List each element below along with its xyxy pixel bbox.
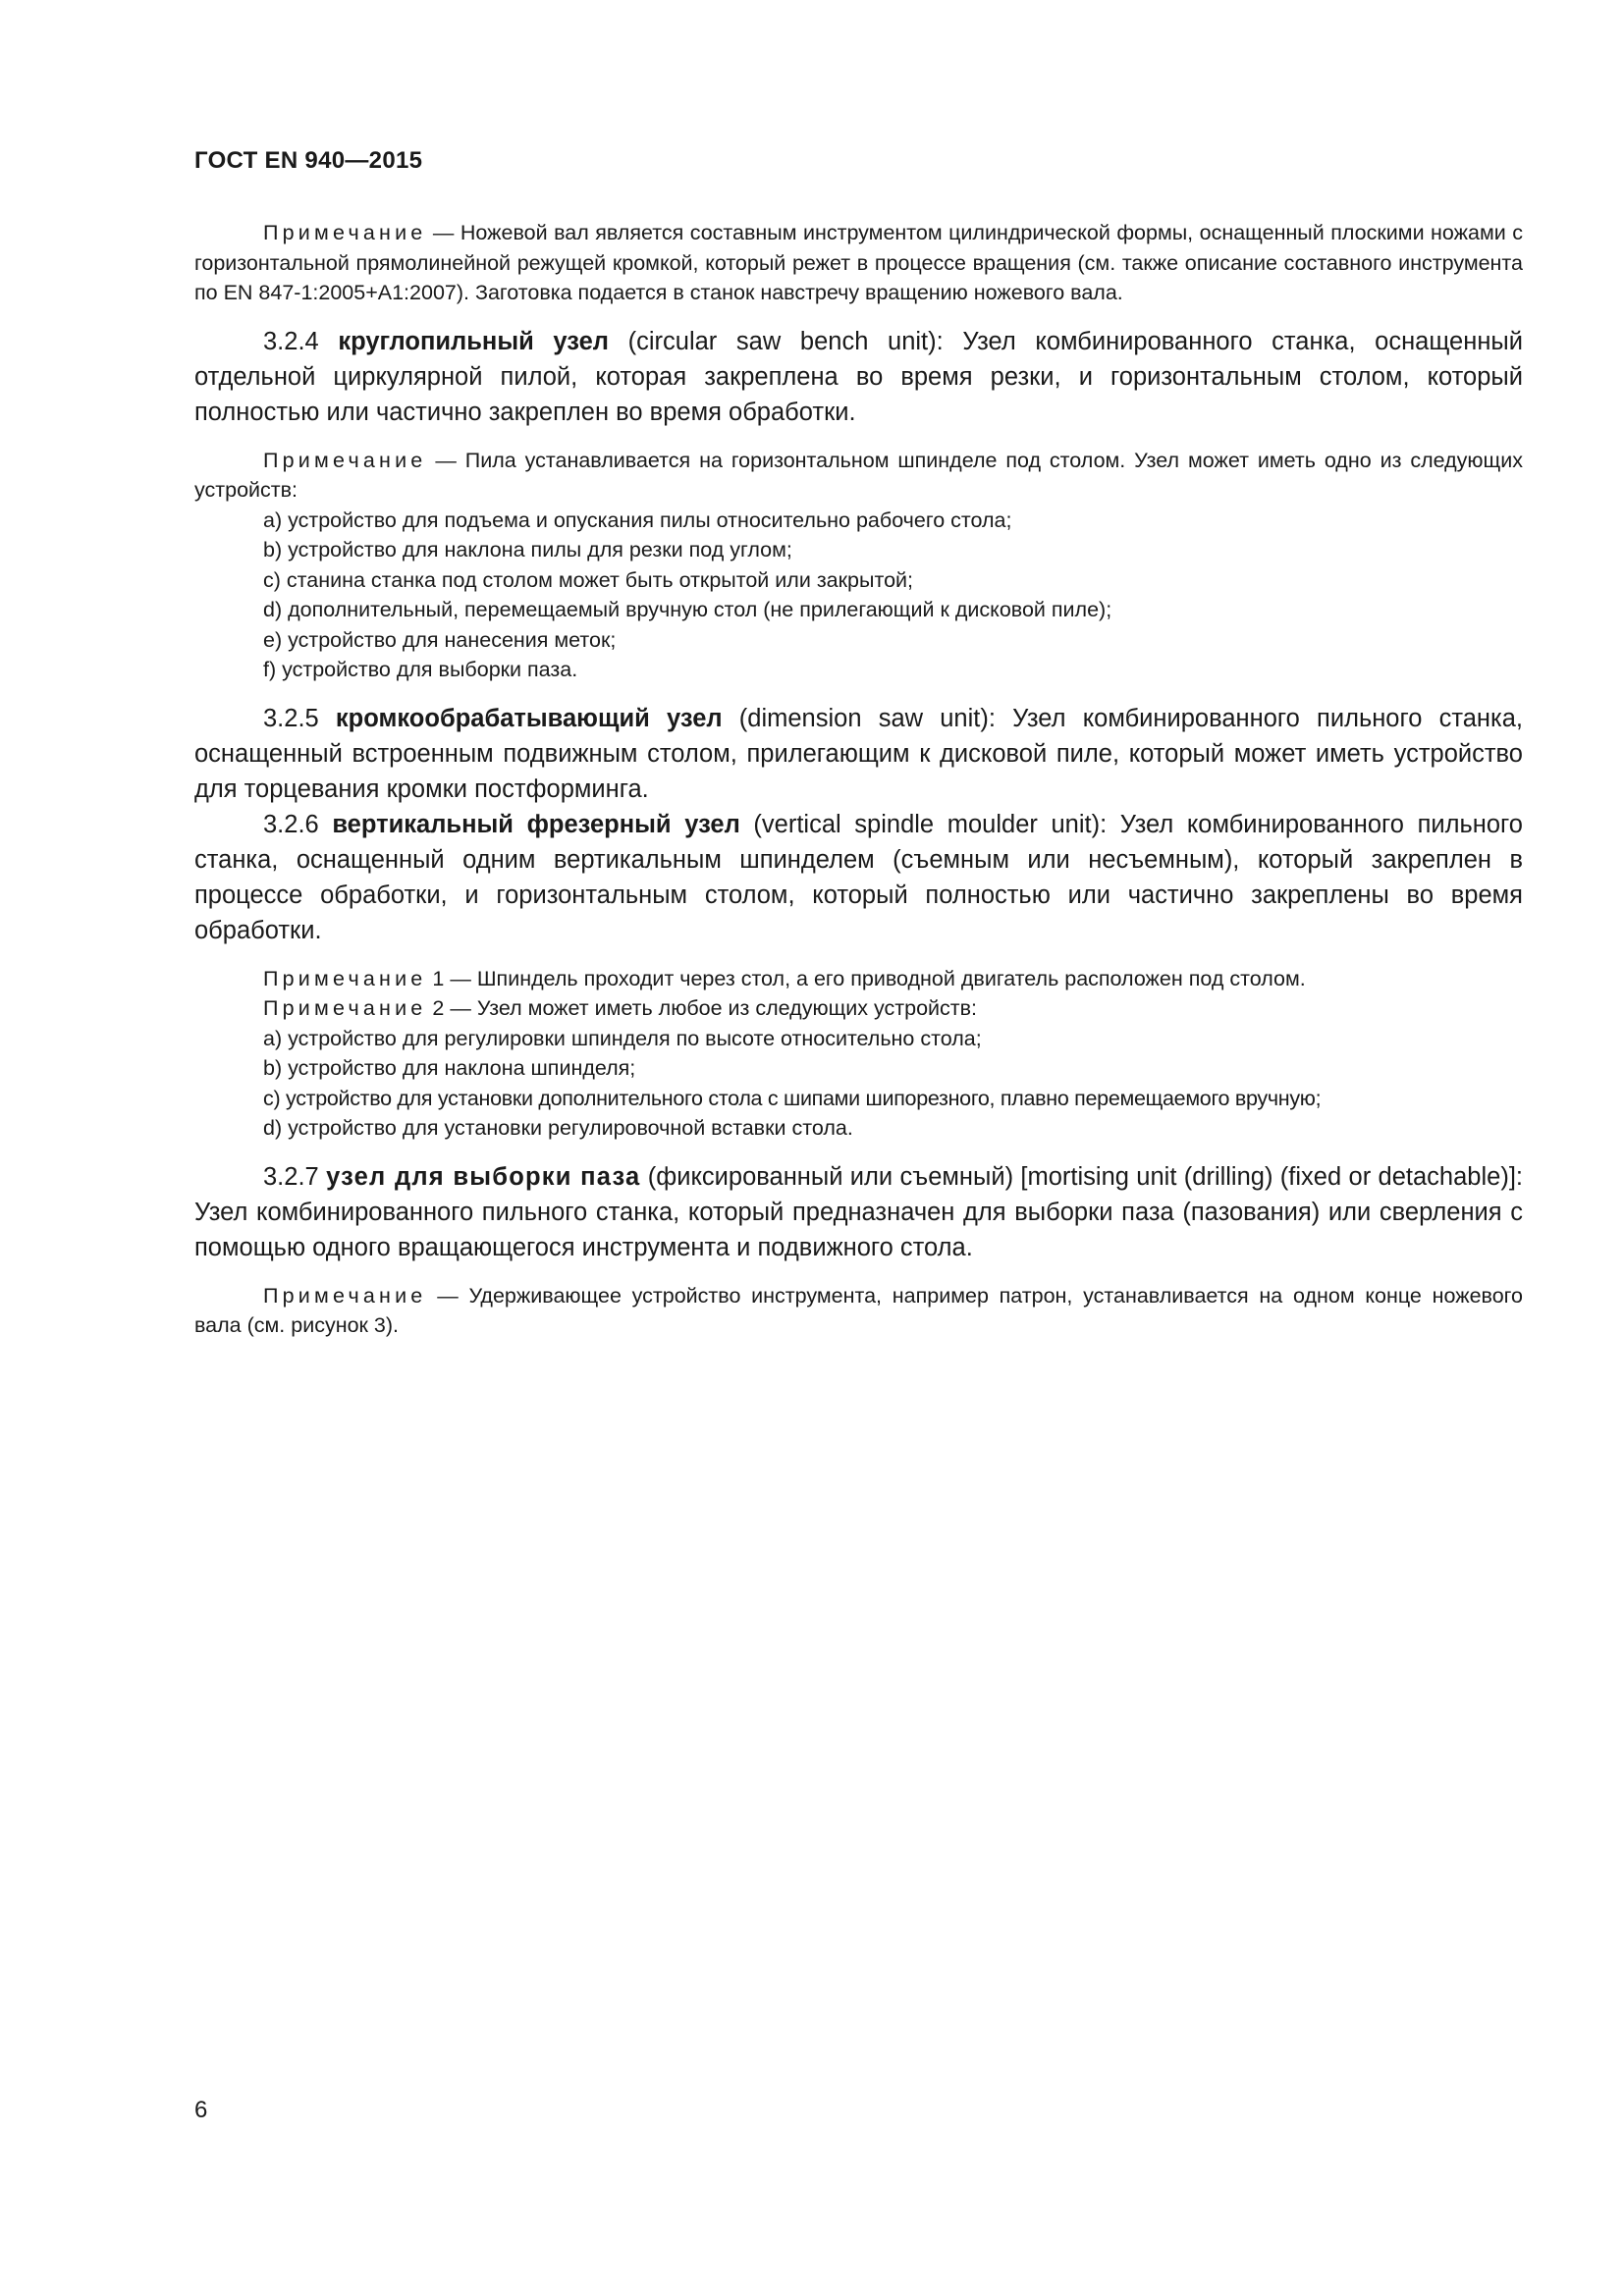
clause-term: круглопильный узел — [338, 327, 609, 355]
list-item: c) устройство для установки дополнительного стола с шипами шипорезного, плавно перемещаемого вручную; — [263, 1086, 1322, 1110]
document-header: ГОСТ EN 940—2015 — [194, 147, 423, 174]
note-saw — [194, 446, 1523, 506]
note-text: Узел может иметь любое из следующих устройств: — [476, 996, 978, 1020]
clause-text: (фиксированный или съемный) [mortising unit (drilling) (fixed or detachable)]: Узел комбинированного пильного станка, который предназначен для выборки паза (пазования) или сверления с помощью одного вращающегося инструмента и подвижного стола. — [194, 1162, 1523, 1261]
note-label: Примечание — [263, 966, 427, 990]
clause-number: 3.2.4 — [263, 327, 339, 355]
clause-3-2-6 — [194, 807, 1523, 948]
list-item: b) устройство для наклона шпинделя; — [263, 1056, 636, 1080]
note-text: Пила устанавливается на горизонтальном шпинделе под столом. Узел может иметь одно из следующих устройств: — [194, 448, 1524, 502]
clause-term: кромкообрабатывающий узел — [335, 704, 723, 732]
clause-text: (vertical spindle moulder unit): Узел комбинированного пильного станка, оснащенный одним вертикальным шпинделем (съемным или несъемным), который закреплен в процессе обработки, и горизонтальным столом, который полностью или частично закреплены во время обработки. — [194, 810, 1523, 944]
page-number: 6 — [194, 2097, 208, 2123]
list-item: b) устройство для наклона пилы для резки под углом; — [263, 538, 792, 561]
note-number: 2 — — [426, 996, 477, 1020]
note-label: Примечание — [263, 448, 427, 472]
note-dash: — — [426, 448, 465, 472]
clause-number: 3.2.7 — [263, 1162, 327, 1191]
note-text: Шпиндель проходит через стол, а его приводной двигатель расположен под столом. — [476, 966, 1306, 990]
note-spindle-1 — [194, 964, 1523, 994]
list-item: a) устройство для регулировки шпинделя по высоте относительно стола; — [263, 1026, 982, 1050]
list-item: d) дополнительный, перемещаемый вручную стол (не прилегающий к дисковой пиле); — [263, 598, 1112, 621]
note-mortise — [194, 1281, 1523, 1341]
list-item: a) устройство для подъема и опускания пилы относительно рабочего стола; — [263, 507, 1012, 532]
spindle-device-list — [194, 1024, 1523, 1144]
list-item: f) устройство для выборки паза. — [263, 658, 578, 681]
clause-text: (circular saw bench unit): Узел комбинированного станка, оснащенный отдельной циркулярной пилой, которая закреплена во время резки, и горизонтальным столом, который полностью или частично закреплен во время обработки. — [194, 327, 1523, 426]
list-item: d) устройство для установки регулировочной вставки стола. — [263, 1116, 853, 1140]
list-item: e) устройство для нанесения меток; — [263, 627, 617, 652]
saw-device-list — [194, 506, 1523, 685]
note-text: Ножевой вал является составным инструментом цилиндрической формы, оснащенный плоскими ножами с горизонтальной прямолинейной режущей кромкой, который режет в процессе вращения (см. также описание составного инструмента по EN 847-1:2005+A1:2007). Заготовка подается в станок навстречу вращению ножевого вала. — [194, 221, 1523, 304]
clause-3-2-7 — [194, 1159, 1523, 1265]
note-label: Примечание — [263, 221, 427, 244]
note-dash: — — [426, 1283, 469, 1308]
note-text: Удерживающее устройство инструмента, например патрон, устанавливается на одном конце ножевого вала (см. рисунок 3). — [194, 1283, 1524, 1337]
note-label: Примечание — [263, 1283, 427, 1308]
clause-text: (dimension saw unit): Узел комбинированного пильного станка, оснащенный встроенным подвижным столом, прилегающим к дисковой пиле, который может иметь устройство для торцевания кромки постформинга. — [194, 704, 1523, 803]
note-knife-shaft — [194, 218, 1523, 308]
clause-3-2-5 — [194, 701, 1523, 807]
clause-number: 3.2.6 — [263, 810, 333, 838]
note-dash: — — [426, 221, 460, 244]
clause-term: вертикальный фрезерный узел — [332, 810, 740, 838]
note-spindle-2 — [194, 993, 1523, 1024]
clause-number: 3.2.5 — [263, 704, 336, 732]
clause-3-2-4 — [194, 324, 1523, 430]
list-item: c) станина станка под столом может быть открытой или закрытой; — [263, 567, 914, 592]
note-label: Примечание — [263, 996, 427, 1020]
document-body — [194, 218, 1523, 1357]
note-number: 1 — — [426, 966, 477, 990]
clause-term: узел для выборки паза — [326, 1162, 641, 1191]
